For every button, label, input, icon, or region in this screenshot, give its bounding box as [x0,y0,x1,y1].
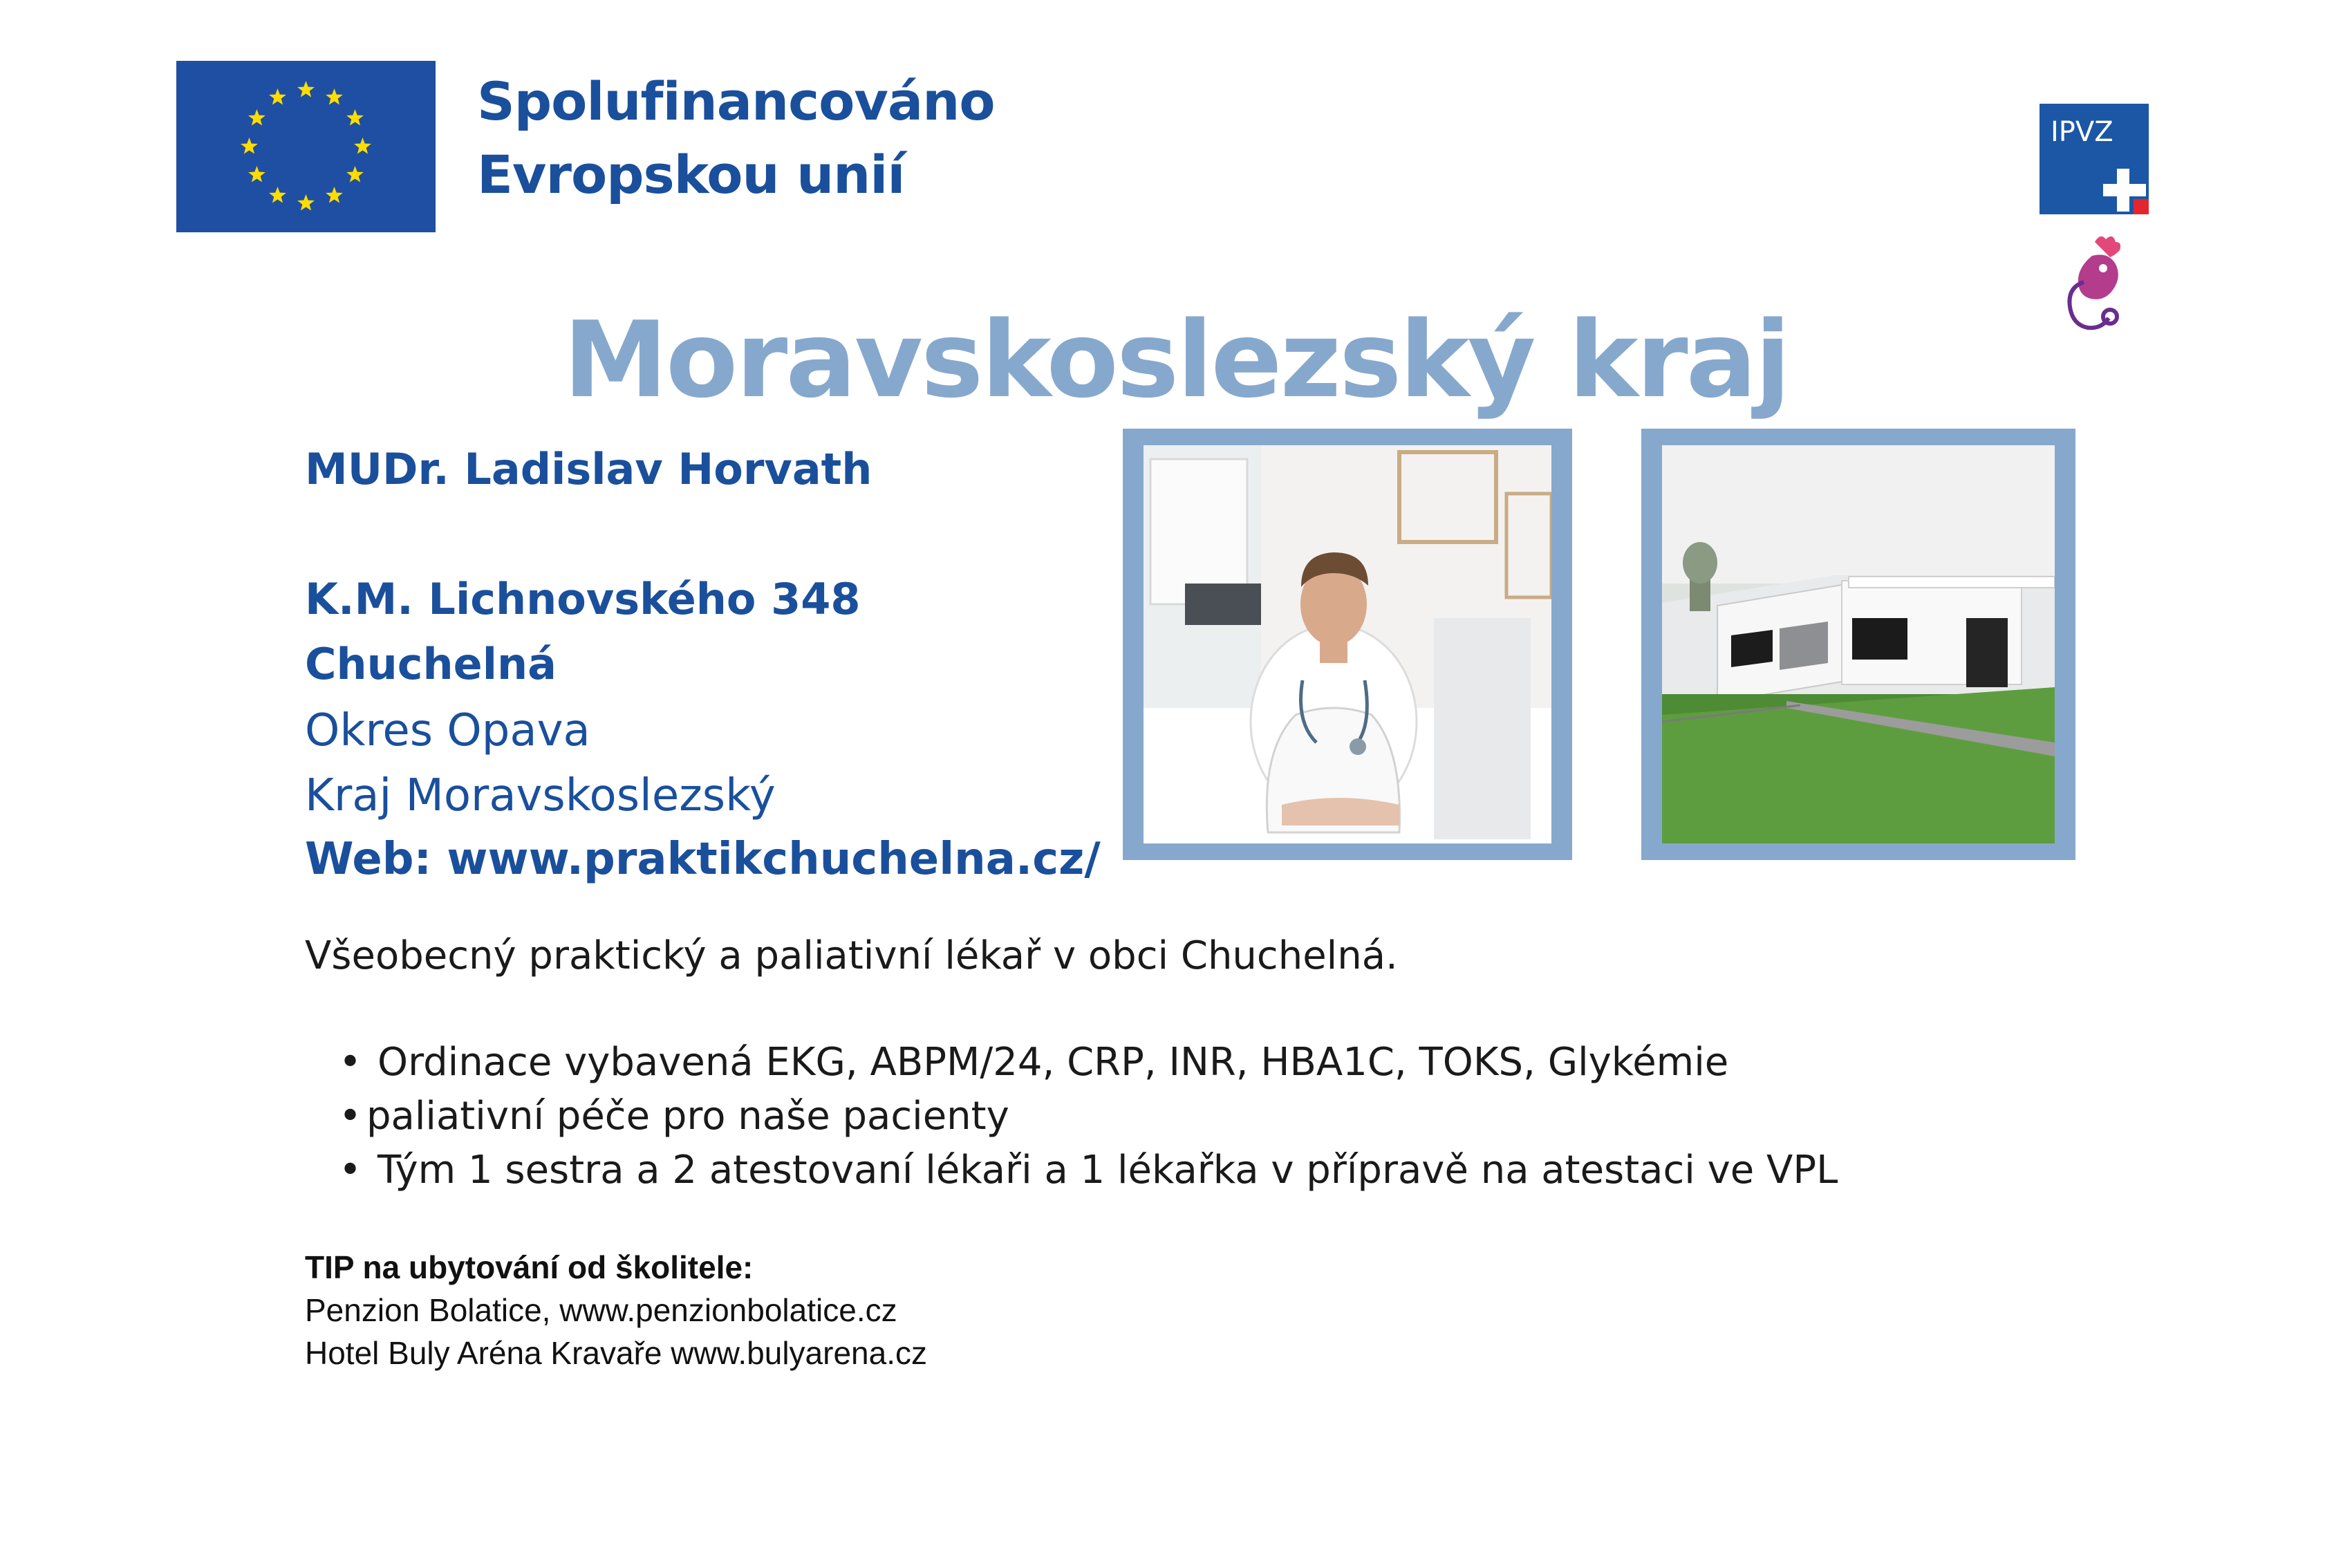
website-link[interactable]: Web: www.praktikchuchelna.cz/ [305,834,1101,885]
accommodation-tip-title: TIP na ubytování od školitele: [305,1249,754,1285]
services-list [325,1036,1838,1197]
medical-cross-icon [2100,166,2149,214]
address-city: Chuchelná [305,639,557,689]
ipvz-logo [2040,104,2149,214]
intro-text: Všeobecný praktický a paliativní lékař v obci Chuchelná. [305,933,1398,978]
ipvz-logo-text: IPVZ [2051,116,2113,148]
doctor-name: MUDr. Ladislav Horvath [305,444,872,494]
list-item: • Tým 1 sestra a 2 atestovaní lékaři a 1 lékařka v přípravě na atestaci ve VPL [325,1144,1838,1197]
eu-stars-icon [176,61,436,232]
eu-cofinanced-line2: Evropskou unií [477,144,905,205]
region: Kraj Moravskoslezský [305,770,776,821]
doctor-portrait-image [1144,445,1551,843]
accommodation-tip-line: Penzion Bolatice, www.penzionbolatice.cz [305,1292,897,1328]
eu-cofinanced-line1: Spolufinancováno [477,71,995,132]
clinic-building-image [1662,445,2055,843]
list-item: • paliativní péče pro naše pacienty [325,1090,1838,1144]
clinic-building-photo [1641,429,2075,860]
district: Okres Opava [305,705,590,756]
page-title: Moravskoslezský kraj [563,299,1789,421]
doctor-photo [1123,429,1572,860]
eu-flag-logo [176,61,436,232]
accommodation-tip-line: Hotel Buly Aréna Kravaře www.bulyarena.cz [305,1335,927,1371]
list-item: • Ordinace vybavená EKG, ABPM/24, CRP, INR, HBA1C, TOKS, Glykémie [325,1036,1838,1090]
address-street: K.M. Lichnovského 348 [305,574,861,624]
